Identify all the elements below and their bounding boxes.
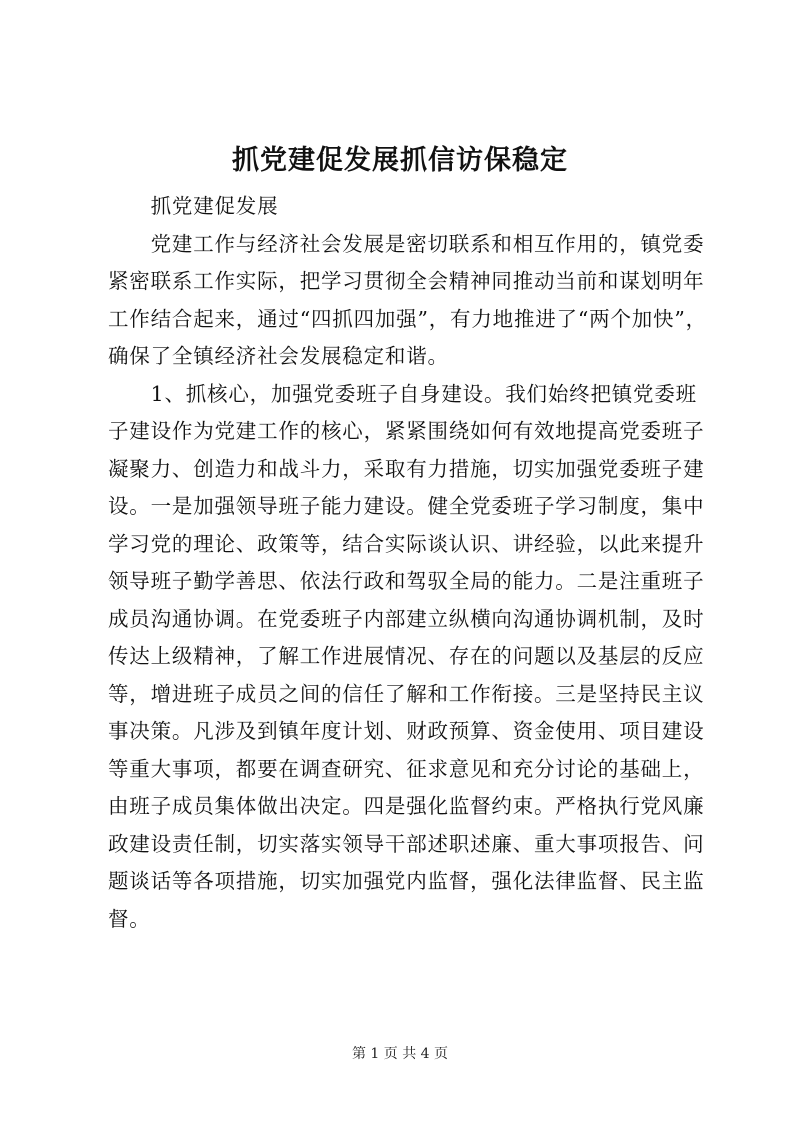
document-title: 抓党建促发展抓信访保稳定 (232, 145, 568, 176)
body-line: 事决策。凡涉及到镇年度计划、财政预算、资金使用、项目建设 (108, 719, 705, 743)
body-line: 传达上级精神，了解工作进展情况、存在的问题以及基层的反应 (108, 644, 705, 668)
body-line: 成员沟通协调。在党委班子内部建立纵横向沟通协调机制，及时 (108, 606, 705, 631)
body-line: 子建设作为党建工作的核心，紧紧围绕如何有效地提高党委班子 (108, 419, 705, 443)
document-body (108, 188, 708, 938)
body-line: 督。 (108, 906, 151, 931)
body-line: 等，增进班子成员之间的信任了解和工作衔接。三是坚持民主议 (108, 681, 705, 706)
page-number-footer: 第 1 页 共 4 页 (351, 1046, 449, 1062)
body-line: 领导班子勤学善思、依法行政和驾驭全局的能力。二是注重班子 (108, 569, 705, 593)
body-line: 党建工作与经济社会发展是密切联系和相互作用的，镇党委 (108, 231, 705, 256)
body-line: 工作结合起来，通过“四抓四加强”，有力地推进了“两个加快”， (108, 306, 707, 331)
body-line: 由班子成员集体做出决定。四是强化监督约束。严格执行党风廉 (108, 794, 705, 818)
body-line: 政建设责任制，切实落实领导干部述职述廉、重大事项报告、问 (108, 831, 705, 856)
body-line: 设。一是加强领导班子能力建设。健全党委班子学习制度，集中 (108, 494, 705, 518)
body-line: 学习党的理论、政策等，结合实际谈认识、讲经验，以此来提升 (108, 531, 705, 556)
body-line: 抓党建促发展 (108, 194, 279, 218)
body-line: 等重大事项，都要在调查研究、征求意见和充分讨论的基础上， (108, 756, 705, 781)
body-line: 确保了全镇经济社会发展稳定和谐。 (108, 344, 449, 368)
body-line: 紧密联系工作实际，把学习贯彻全会精神同推动当前和谋划明年 (108, 269, 705, 293)
body-line: 题谈话等各项措施，切实加强党内监督，强化法律监督、民主监 (108, 869, 705, 893)
body-line: 凝聚力、创造力和战斗力，采取有力措施，切实加强党委班子建 (108, 456, 705, 481)
body-line: 1、抓核心，加强党委班子自身建设。我们始终把镇党委班 (108, 381, 697, 406)
